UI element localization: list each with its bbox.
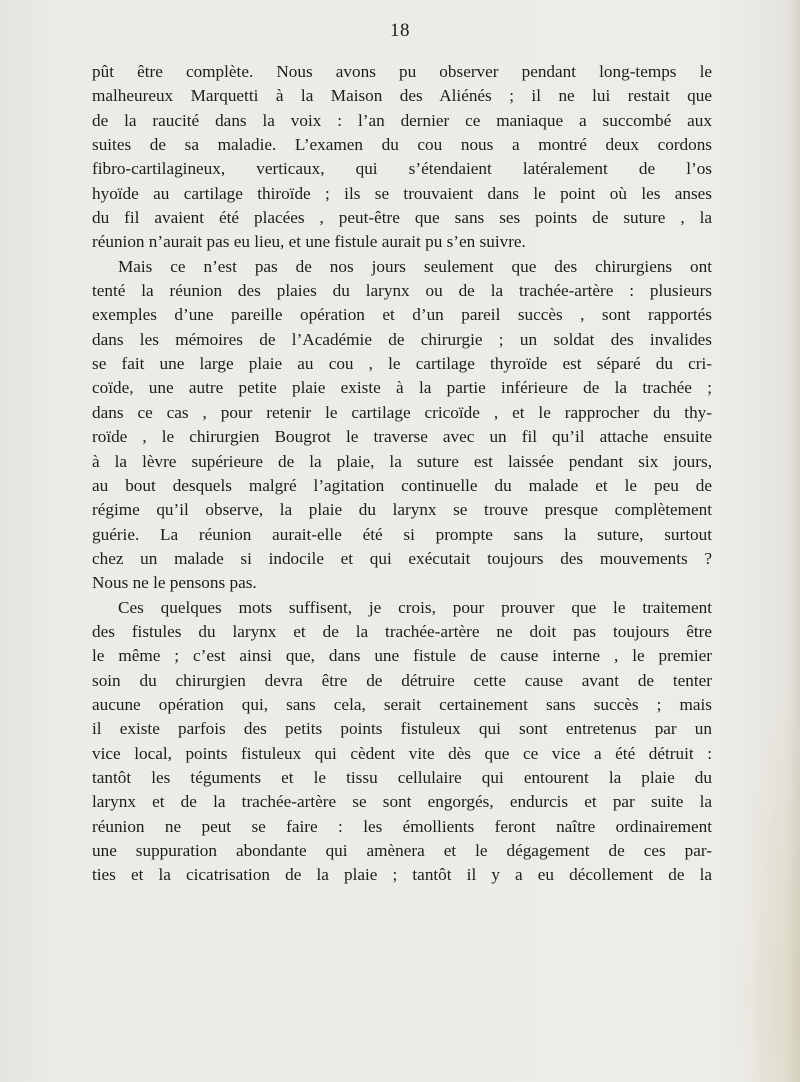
text-line: réunion n’aurait pas eu lieu, et une fistule aurait pu s’en suivre.	[92, 232, 526, 252]
text-line: réunion ne peut se faire : les émollients feront naître ordinairement	[92, 816, 712, 836]
text-line: dans les mémoires de l’Académie de chirurgie ; un soldat des invalides	[92, 329, 712, 349]
text-line: aucune opération qui, sans cela, serait certainement sans succès ; mais	[92, 694, 712, 714]
text-line: à la lèvre supérieure de la plaie, la suture est laissée pendant six jours,	[92, 451, 712, 471]
body-text	[92, 60, 712, 888]
text-line: il existe parfois des petits points fistuleux qui sont entretenus par un	[92, 719, 712, 739]
text-line: soin du chirurgien devra être de détruire cette cause avant de tenter	[92, 670, 712, 690]
text-line: exemples d’une pareille opération et d’un pareil succès , sont rapportés	[92, 305, 712, 325]
text-line: Mais ce n’est pas de nos jours seulement que des chirurgiens ont	[118, 256, 712, 276]
text-line: vice local, points fistuleux qui cèdent vite dès que ce vice a été détruit :	[92, 743, 712, 763]
text-line: pût être complète. Nous avons pu observer pendant long-temps le	[92, 62, 712, 81]
text-line: se fait une large plaie au cou , le cartilage thyroïde est séparé du cri-	[92, 354, 712, 374]
text-line: au bout desquels malgré l’agitation continuelle du malade et le peu de	[92, 475, 712, 495]
text-line: du fil avaient été placées , peut-être que sans ses points de suture , la	[92, 208, 712, 228]
text-line: une suppuration abondante qui amènera et le dégagement de ces par-	[92, 841, 712, 860]
text-line: ties et la cicatrisation de la plaie ; tantôt il y a eu décollement de la	[92, 865, 712, 885]
text-line: de la raucité dans la voix : l’an dernier ce maniaque a succombé aux	[92, 110, 712, 130]
text-line: tenté la réunion des plaies du larynx ou de la trachée-artère : plusieurs	[92, 281, 712, 301]
text-line: larynx et de la trachée-artère se sont engorgés, endurcis et par suite la	[92, 792, 712, 812]
text-line: Nous ne le pensons pas.	[92, 573, 257, 593]
text-line: hyoïde au cartilage thiroïde ; ils se trouvaient dans le point où les anses	[92, 183, 712, 203]
paper-stain	[740, 662, 800, 1082]
text-line: tantôt les téguments et le tissu cellulaire qui entourent la plaie du	[92, 767, 712, 787]
text-line: fibro-cartilagineux, verticaux, qui s’étendaient latéralement de l’os	[92, 159, 712, 179]
text-line: guérie. La réunion aurait-elle été si prompte sans la suture, surtout	[92, 524, 712, 544]
text-line: malheureux Marquetti à la Maison des Aliénés ; il ne lui restait que	[92, 86, 712, 106]
text-line: dans ce cas , pour retenir le cartilage cricoïde , et le rapprocher du thy-	[92, 402, 712, 422]
text-line: coïde, une autre petite plaie existe à la partie inférieure de la trachée ;	[92, 378, 712, 398]
page-number: 18	[390, 20, 410, 41]
text-line: le même ; c’est ainsi que, dans une fistule de cause interne , le premier	[92, 646, 712, 666]
text-line: Ces quelques mots suffisent, je crois, pour prouver que le traitement	[118, 597, 712, 617]
text-line: chez un malade si indocile et qui exécutait toujours des mouvements ?	[92, 548, 712, 568]
text-line: régime qu’il observe, la plaie du larynx se trouve presque complètement	[92, 500, 712, 520]
text-line: suites de sa maladie. L’examen du cou nous a montré deux cordons	[92, 135, 712, 155]
text-line: roïde , le chirurgien Bougrot le traverse avec un fil qu’il attache ensuite	[92, 427, 712, 447]
text-line: des fistules du larynx et de la trachée-artère ne doit pas toujours être	[92, 621, 712, 641]
